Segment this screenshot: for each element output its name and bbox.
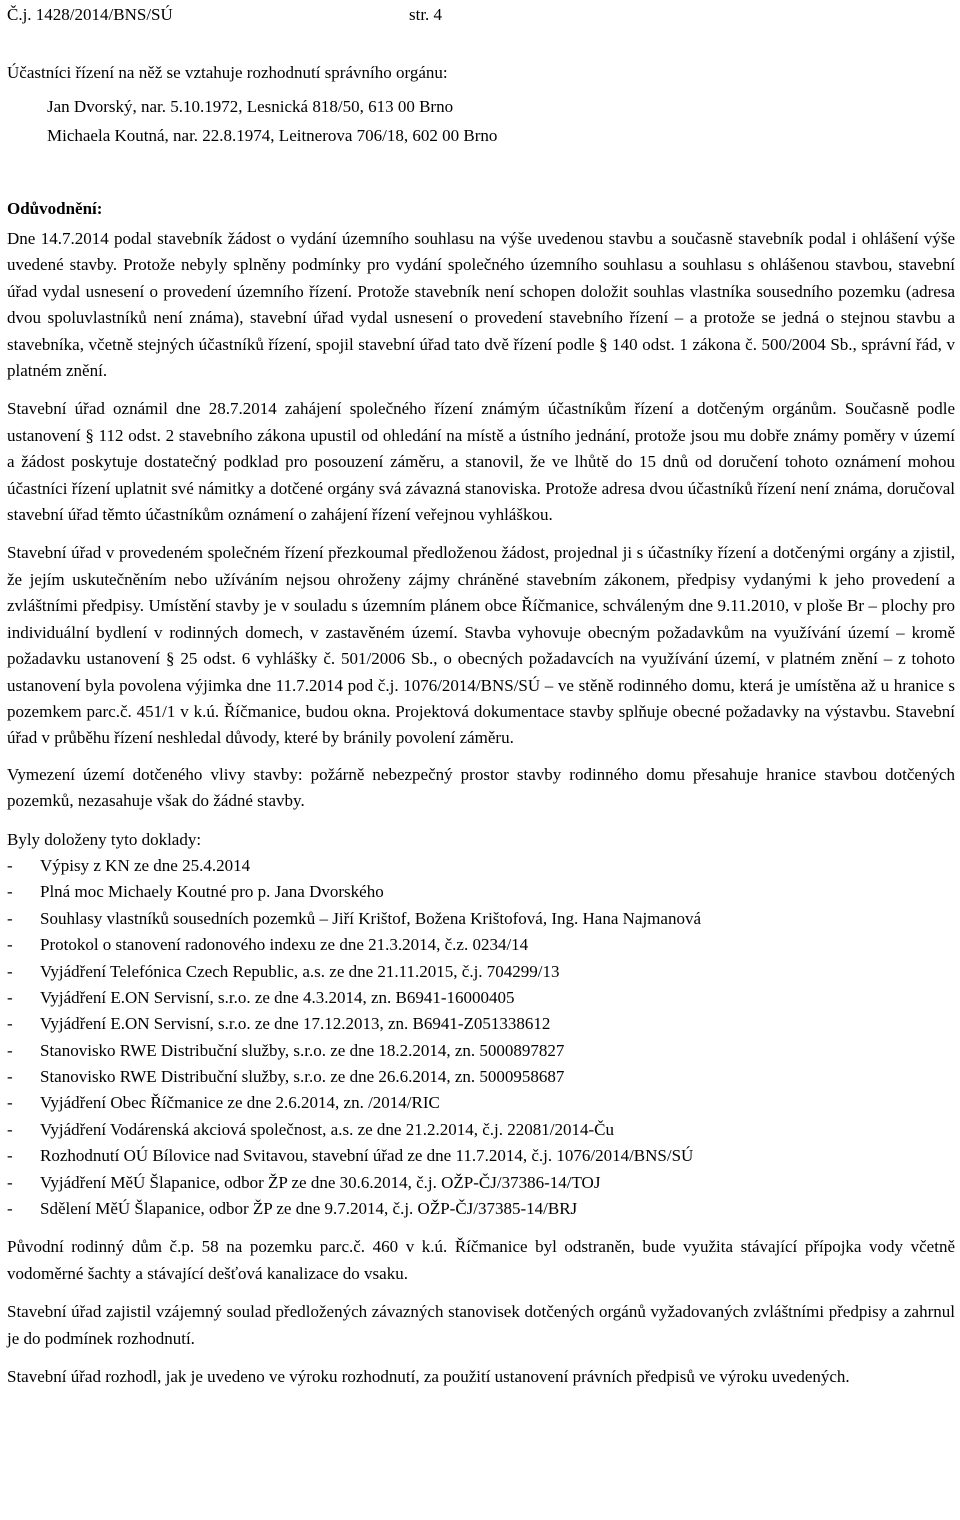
list-item: - Protokol o stanovení radonového indexu ze dne 21.3.2014, č.z. 0234/14 [7,935,529,955]
closing-paragraph: Stavební úřad zajistil vzájemný soulad předložených závazných stanovisek dotčených orgánů vyžadovaných zvláštními předpisy a zahrnul je do podmínek rozhodnutí. [7,1302,955,1348]
reasoning-heading: Odůvodnění: [7,199,103,218]
closing-paragraph: Původní rodinný dům č.p. 58 na pozemku parc.č. 460 v k.ú. Říčmanice byl odstraněn, bude využita stávající přípojka vody včetně vodoměrné šachty a stávající dešťová kanalizace do vsaku. [7,1237,955,1283]
participant-entry: Jan Dvorský, nar. 5.10.1972, Lesnická 818/50, 613 00 Brno [47,97,454,116]
list-item: - Výpisy z KN ze dne 25.4.2014 [7,855,251,875]
list-item: - Vyjádření E.ON Servisní, s.r.o. ze dne 4.3.2014, zn. B6941-16000405 [7,987,515,1007]
reasoning-paragraph: Vymezení území dotčeného vlivy stavby: požárně nebezpečný prostor stavby rodinného domu přesahuje hranice stavbou dotčených pozemků, nezasahuje však do žádné stavby. [7,764,955,811]
list-item: - Stanovisko RWE Distribuční služby, s.r.o. ze dne 18.2.2014, zn. 5000897827 [7,1040,565,1060]
reasoning-paragraph: Stavební úřad oznámil dne 28.7.2014 zahájení společného řízení známým účastníkům řízení a dotčeným orgánům. Současně podle ustanovení § 112 odst. 2 stavebního zákona upustil od ohledání na místě a ústního jednání, protože jsou mu dobře známy poměry v území a žádost poskytuje dostatečný podklad pro posouzení záměru, a stanovil, že ve lhůtě do 15 dnů od doručení tohoto oznámení mohou účastníci řízení uplatnit své námitky a dotčené orgány svá závazná stanoviska. Protože adresa dvou účastníků řízení není známa, doručoval stavební úřad těmto účastníkům oznámení o zahájení řízení veřejnou vyhláškou. [7,399,955,525]
participant-entry: Michaela Koutná, nar. 22.8.1974, Leitnerova 706/18, 602 00 Brno [47,126,498,145]
list-item: - Rozhodnutí OÚ Bílovice nad Svitavou, stavební úřad ze dne 11.7.2014, č.j. 1076/2014/BNS/SÚ [7,1146,694,1166]
list-item: - Vyjádření MěÚ Šlapanice, odbor ŽP ze dne 30.6.2014, č.j. OŽP-ČJ/37386-14/TOJ [7,1172,601,1192]
list-item: - Vyjádření Vodárenská akciová společnost, a.s. ze dne 21.2.2014, č.j. 22081/2014-Ču [7,1119,614,1139]
list-item: - Vyjádření Obec Říčmanice ze dne 2.6.2014, zn. /2014/RIC [7,1093,440,1113]
reasoning-paragraph: Stavební úřad v provedeném společném řízení přezkoumal předloženou žádost, projednal ji s účastníky řízení a dotčenými orgány a zjistil, že jejím uskutečněním nebo užíváním nejsou ohroženy zájmy chráněné stavebním zákonem, předpisy vydanými k jeho provedení a zvláštními předpisy. Umístění stavby je v souladu s územním plánem obce Říčmanice, schváleným dne 9.11.2010, v ploše Br – plochy pro individuální bydlení v rodinných domech, v zastavěném území. Stavba vyhovuje obecným požadavkům na využívání území – kromě požadavku ustanovení § 25 odst. 6 vyhlášky č. 501/2006 Sb., o obecných požadavcích na využívání území, v platném znění – z tohoto ustanovení byla povolena výjimka dne 11.7.2014 pod č.j. 1076/2014/BNS/SÚ – ve stěně rodinného domu, která je umístěna až u hranice s pozemkem parc.č. 451/1 v k.ú. Říčmanice, budou okna. Projektová dokumentace stavby splňuje obecné požadavky na výstavbu. Stavební úřad v průběhu řízení neshledal důvody, které by bránily povolení záměru. [7,543,955,748]
reasoning-body [7,226,955,1390]
page-header [7,2,955,28]
list-item: - Stanovisko RWE Distribuční služby, s.r.o. ze dne 26.6.2014, zn. 5000958687 [7,1067,565,1087]
list-item: - Sdělení MěÚ Šlapanice, odbor ŽP ze dne 9.7.2014, č.j. OŽP-ČJ/37385-14/BRJ [7,1199,578,1219]
list-item: - Vyjádření Telefónica Czech Republic, a.s. ze dne 21.11.2015, č.j. 704299/13 [7,961,560,981]
list-item: - Souhlasy vlastníků sousedních pozemků – Jiří Krištof, Božena Krištofová, Ing. Hana Najmanová [7,908,701,928]
list-item: - Vyjádření E.ON Servisní, s.r.o. ze dne 17.12.2013, zn. B6941-Z051338612 [7,1014,551,1034]
list-item: - Plná moc Michaely Koutné pro p. Jana Dvorského [7,882,384,902]
participants-list [47,94,497,152]
closing-paragraph: Stavební úřad rozhodl, jak je uvedeno ve výroku rozhodnutí, za použití ustanovení právních předpisů ve výroku uvedených. [7,1367,850,1387]
reasoning-paragraph: Dne 14.7.2014 podal stavebník žádost o vydání územního souhlasu na výše uvedenou stavbu a současně stavebník podal i ohlášení výše uvedené stavby. Protože nebyly splněny podmínky pro vydání společného územního souhlasu a souhlasu s ohlášenou stavbou, stavební úřad vydal usnesení o provedení územního řízení. Protože stavebník není schopen doložit souhlas vlastníka sousedního pozemku (adresa dvou spoluvlastníků není známa), stavební úřad vydal usnesení o provedení stavebního řízení – a protože se jedná o stejnou stavbu a stavebníka, včetně stejných účastníků řízení, spojil stavební úřad tato dvě řízení podle § 140 odst. 1 zákona č. 500/2004 Sb., správní řád, v platném znění. [7,229,955,381]
participants-heading: Účastníci řízení na něž se vztahuje rozhodnutí správního orgánu: [7,63,448,82]
reference-number: Č.j. 1428/2014/BNS/SÚ [7,5,173,24]
documents-intro: Byly doloženy tyto doklady: [7,829,202,849]
page-number: str. 4 [409,5,443,24]
documents-list [7,853,955,1222]
